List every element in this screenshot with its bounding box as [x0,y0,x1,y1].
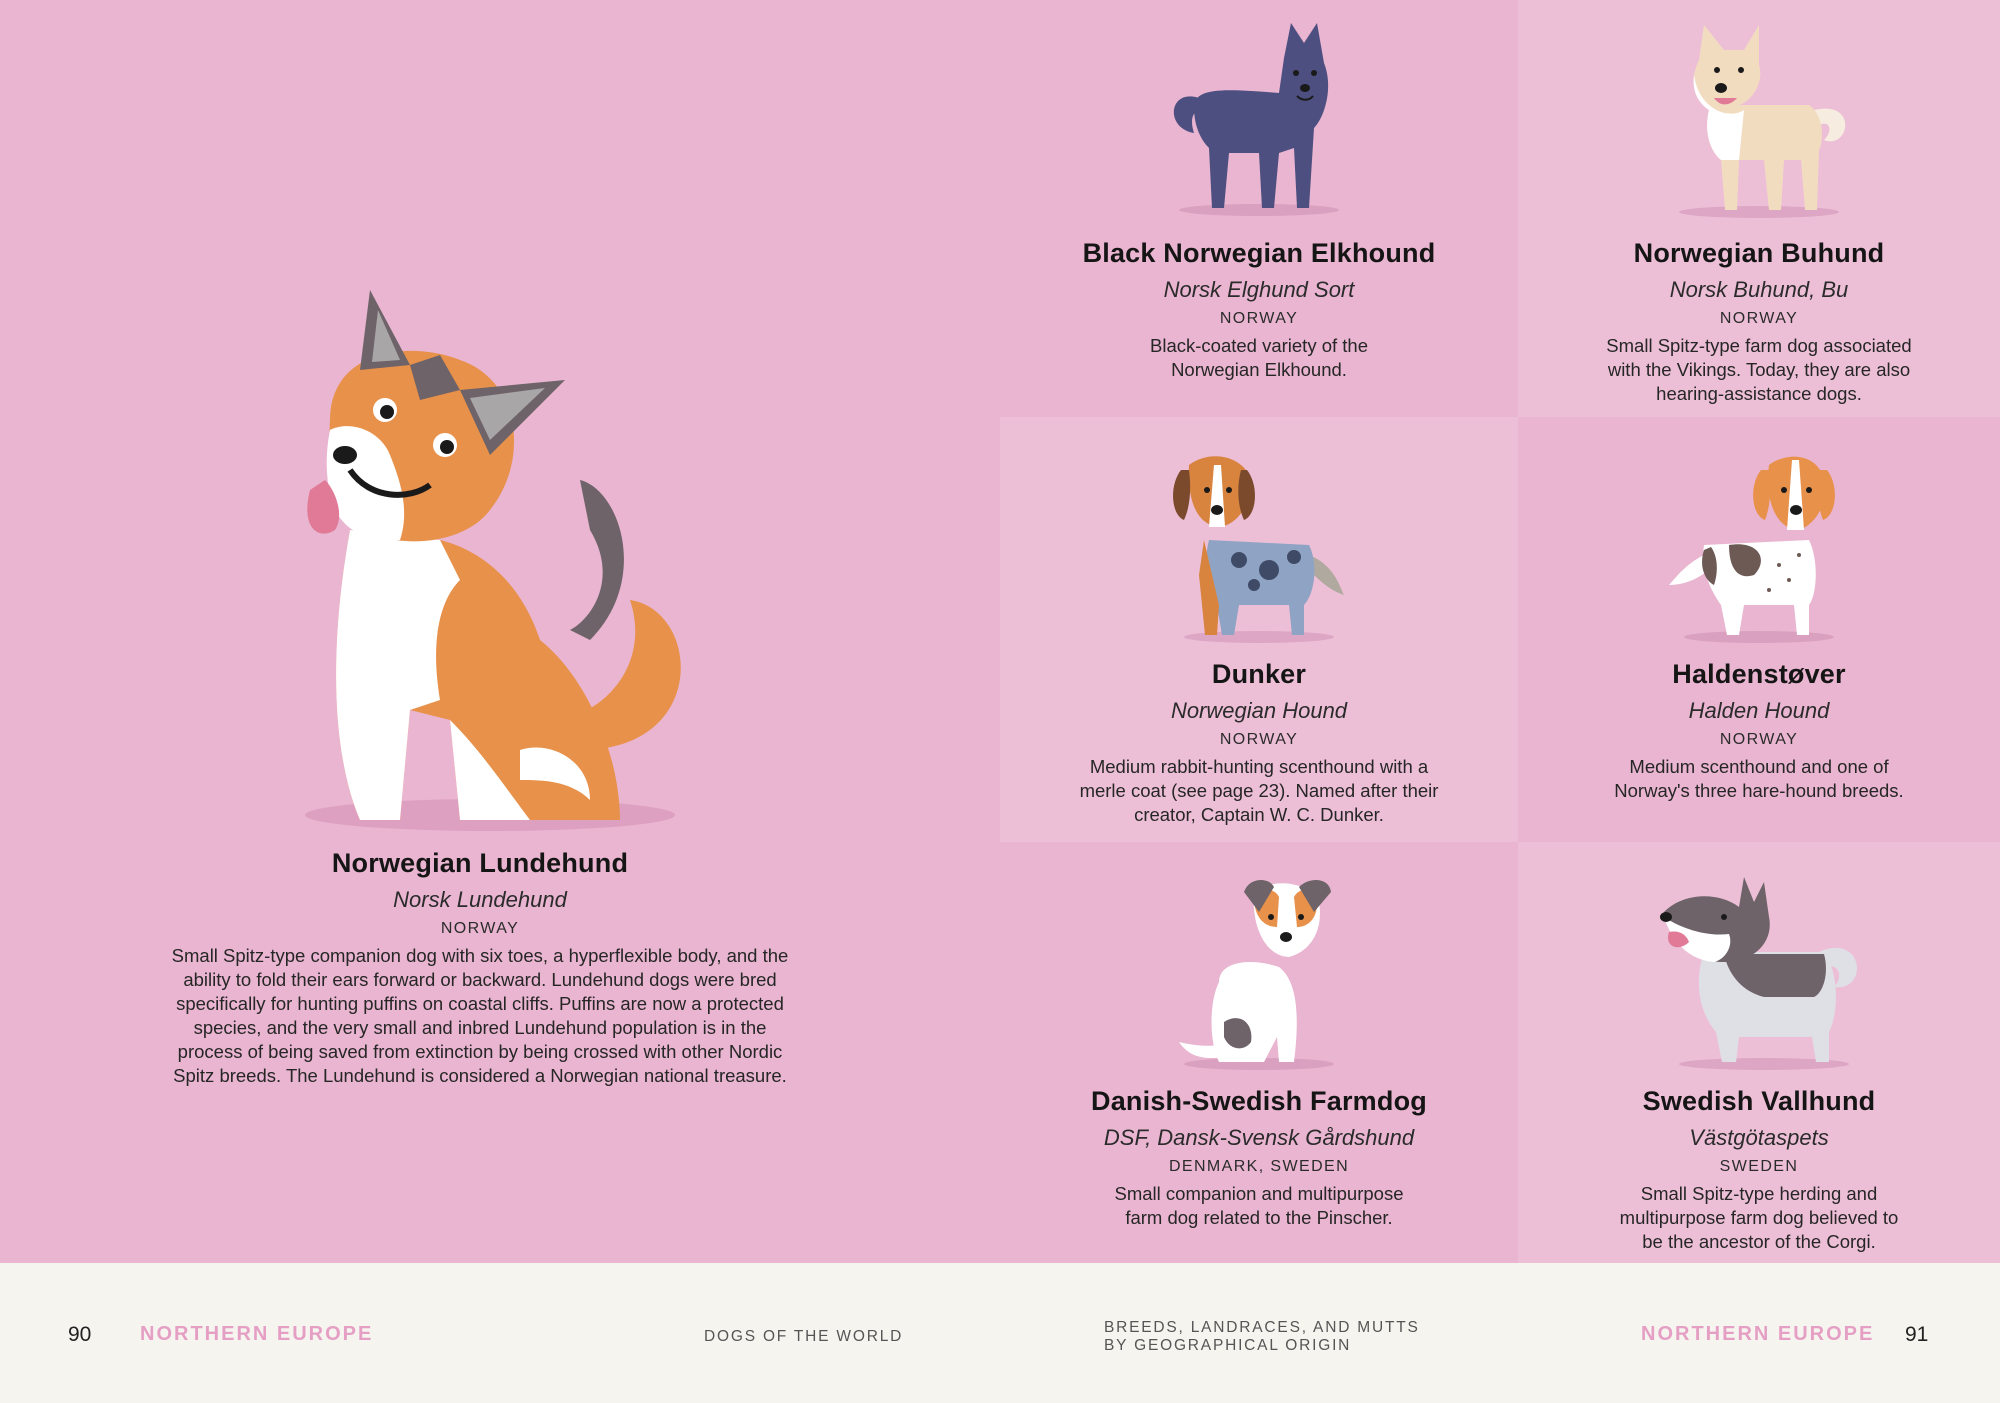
feature-description: Small Spitz-type companion dog with six toes, a hyperflexible body, and the ability to fold their ears forward or backward. Lundehund dogs were bred specifically for hunting puffins on coastal cliffs. Puffins are now a protected species, and the very small and inbred Lundehund population is in the process of being saved from extinction by being crossed with other Nordic Spitz breeds. The Lundehund is considered a Norwegian national treasure. [171,945,789,1086]
breed-description: Small Spitz-type farm dog associated with the Vikings. Today, they are also hearing-assistance dogs. [1606,335,1912,404]
left-page [0,0,1000,1263]
breed-alt-name: Halden Hound [1688,698,1830,723]
breed-country: NORWAY [1719,731,1799,748]
black-norwegian-elkhound-illustration [1159,18,1359,218]
breed-name: Danish-Swedish Farmdog [1091,1086,1427,1116]
breed-name: Swedish Vallhund [1642,1086,1876,1116]
feature-alt-name: Norsk Lundehund [393,887,567,912]
breed-alt-name: Västgötaspets [1689,1125,1829,1150]
breed-alt-name: Norsk Elghund Sort [1163,277,1355,302]
danish-swedish-farmdog-illustration [1159,872,1359,1072]
breed-description: Small Spitz-type herding and multipurpose farm dog believed to be the ancestor of the Corgi. [1619,1183,1899,1252]
breed-card-danish-swedish-farmdog [1000,842,1518,1263]
breed-country: NORWAY [1719,310,1799,327]
feature-breed-name: Norwegian Lundehund [331,848,629,878]
breed-country: SWEDEN [1719,1158,1799,1175]
breed-description: Black-coated variety of the Norwegian Elkhound. [1150,335,1368,380]
breed-alt-name: DSF, Dansk-Svensk Gårdshund [1103,1125,1415,1150]
left-page-number: 90 [68,1323,92,1346]
breed-country: NORWAY [1219,310,1299,327]
feature-text [170,848,790,1088]
breed-country: DENMARK, SWEDEN [1168,1158,1350,1175]
norwegian-buhund-illustration [1659,20,1859,220]
book-title: DOGS OF THE WORLD [704,1328,904,1345]
breed-name: Haldenstøver [1672,659,1846,689]
right-page-number: 91 [1905,1323,1929,1346]
haldenstover-illustration [1659,445,1859,645]
breed-alt-name: Norsk Buhund, Bu [1669,277,1849,302]
breed-card-black-norwegian-elkhound [1000,0,1518,417]
breed-alt-name: Norwegian Hound [1170,698,1348,723]
breed-description: Medium rabbit-hunting scenthound with a merle coat (see page 23). Named after their creator, Captain W. C. Dunker. [1079,756,1439,825]
breed-name: Norwegian Buhund [1633,238,1885,268]
breed-card-swedish-vallhund [1518,842,2000,1263]
book-subtitle-line2: BY GEOGRAPHICAL ORIGIN [1104,1337,1352,1354]
breed-card-norwegian-buhund [1518,0,2000,417]
breed-country: NORWAY [1219,731,1299,748]
page-footer [0,1263,2000,1403]
breed-description: Small companion and multipurpose farm dog related to the Pinscher. [1114,1183,1404,1228]
swedish-vallhund-illustration [1644,872,1874,1072]
breed-card-dunker [1000,417,1518,842]
breed-name: Dunker [1211,659,1307,689]
dunker-illustration [1159,445,1359,645]
breed-name: Black Norwegian Elkhound [1082,238,1436,268]
book-subtitle-line1: BREEDS, LANDRACES, AND MUTTS [1104,1319,1420,1336]
breed-description: Medium scenthound and one of Norway's three hare-hound breeds. [1614,756,1904,801]
breed-card-haldenstover [1518,417,2000,842]
right-section-title: NORTHERN EUROPE [1641,1323,1875,1345]
norwegian-lundehund-illustration [290,280,690,840]
feature-country: NORWAY [440,920,520,937]
left-section-title: NORTHERN EUROPE [140,1323,374,1345]
